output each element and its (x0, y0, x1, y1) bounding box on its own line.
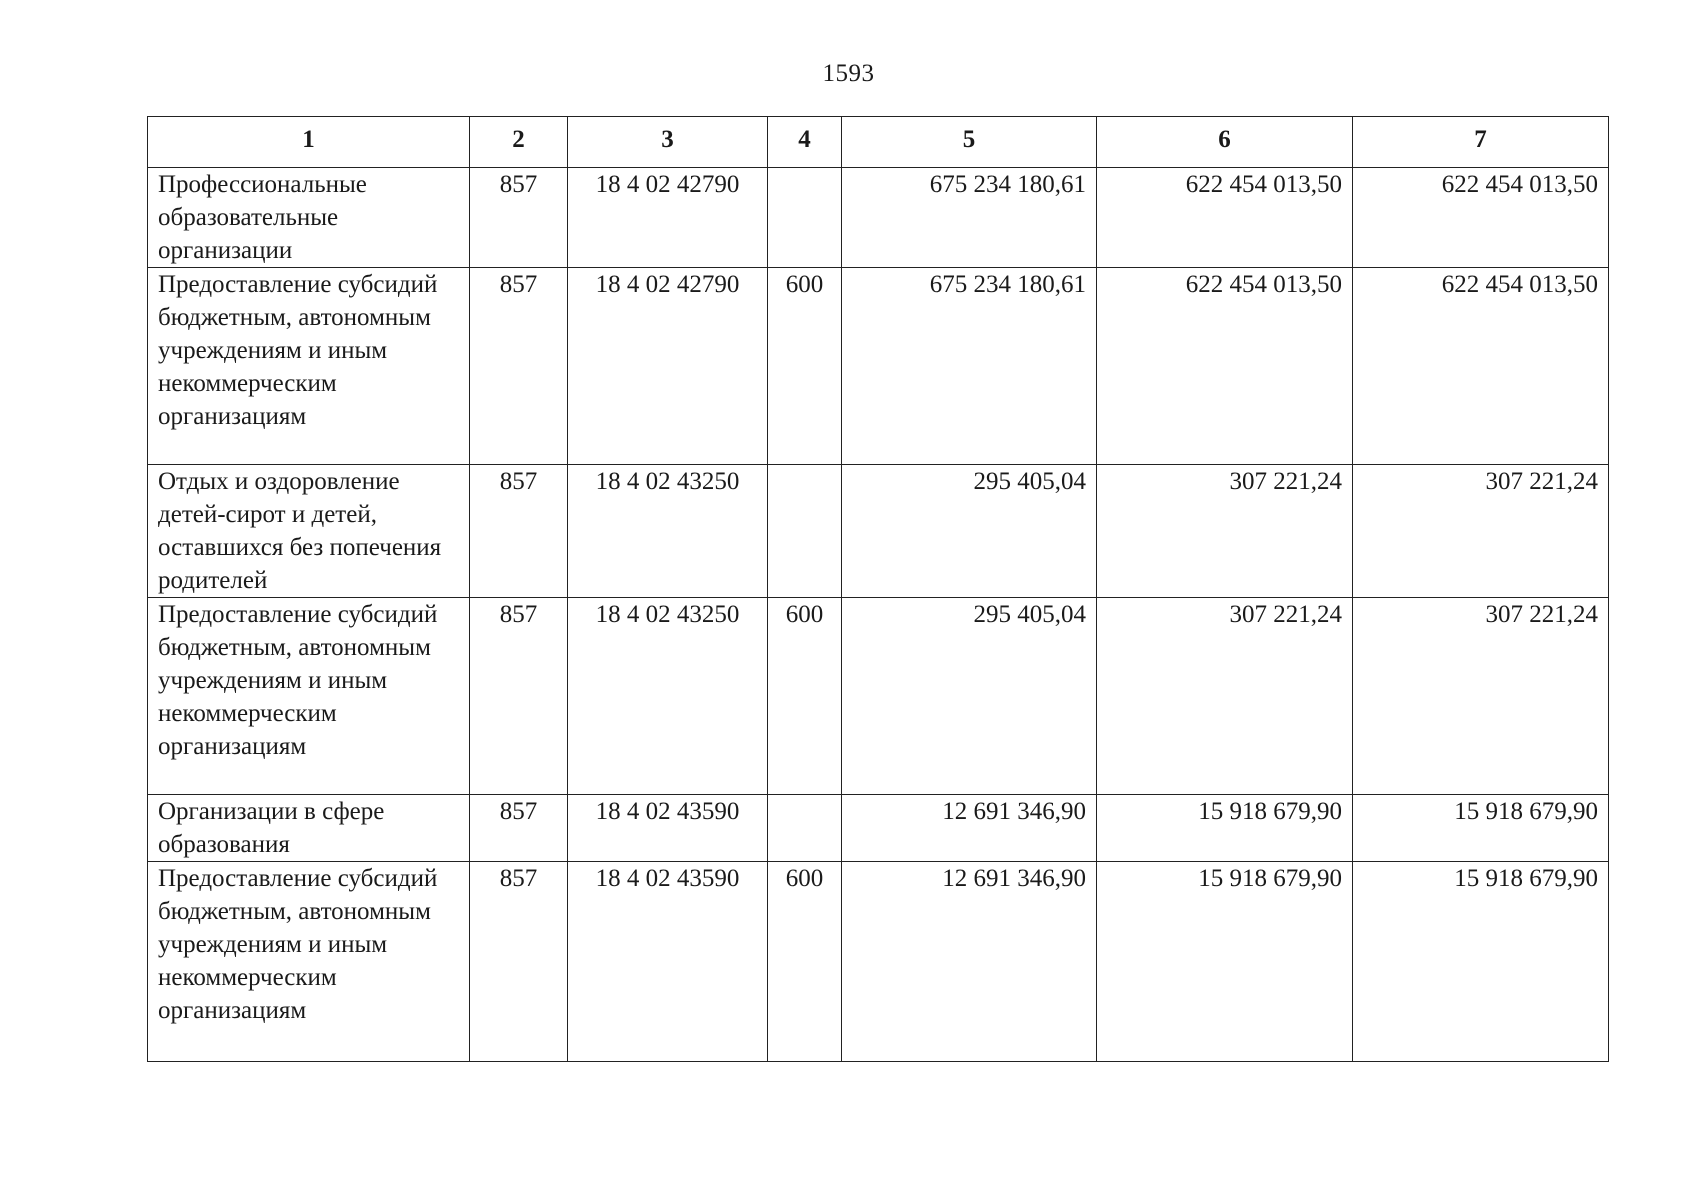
page-number: 1593 (822, 60, 875, 87)
target-article-cell: 18 4 02 43590 (568, 795, 768, 862)
expense-type-cell: 600 (768, 862, 842, 1062)
department-code-cell: 857 (470, 268, 568, 465)
amount-cell: 12 691 346,90 (842, 795, 1097, 862)
amount-cell: 15 918 679,90 (1353, 795, 1609, 862)
table-row (148, 598, 1609, 795)
item-name-cell: Предоставление субсидий бюджетным, автономным учреждениям и иным некоммерческим организациям (148, 598, 470, 795)
target-article-cell: 18 4 02 43590 (568, 862, 768, 1062)
item-name-cell: Предоставление субсидий бюджетным, автономным учреждениям и иным некоммерческим организациям (148, 268, 470, 465)
amount-cell: 622 454 013,50 (1353, 168, 1609, 268)
department-code-cell: 857 (470, 465, 568, 598)
expense-type-cell: 600 (768, 268, 842, 465)
item-name-cell: Отдых и оздоровление детей-сирот и детей, оставшихся без попечения родителей (148, 465, 470, 598)
amount-cell: 675 234 180,61 (842, 268, 1097, 465)
item-name-cell: Организации в сфере образования (148, 795, 470, 862)
budget-table (147, 116, 1609, 1062)
expense-type-cell (768, 795, 842, 862)
expense-type-cell (768, 168, 842, 268)
amount-cell: 622 454 013,50 (1097, 168, 1353, 268)
amount-cell: 622 454 013,50 (1097, 268, 1353, 465)
department-code-cell: 857 (470, 862, 568, 1062)
header-row (148, 117, 1609, 168)
target-article-cell: 18 4 02 42790 (568, 268, 768, 465)
amount-cell: 15 918 679,90 (1097, 862, 1353, 1062)
item-name-cell: Профессиональные образовательные организации (148, 168, 470, 268)
amount-cell: 12 691 346,90 (842, 862, 1097, 1062)
column-header: 6 (1097, 117, 1353, 168)
column-header: 7 (1353, 117, 1609, 168)
amount-cell: 295 405,04 (842, 465, 1097, 598)
column-header: 1 (148, 117, 470, 168)
amount-cell: 307 221,24 (1353, 465, 1609, 598)
item-name-cell: Предоставление субсидий бюджетным, автономным учреждениям и иным некоммерческим организациям (148, 862, 470, 1062)
amount-cell: 295 405,04 (842, 598, 1097, 795)
table-row (148, 465, 1609, 598)
amount-cell: 307 221,24 (1353, 598, 1609, 795)
expense-type-cell: 600 (768, 598, 842, 795)
column-header: 5 (842, 117, 1097, 168)
amount-cell: 307 221,24 (1097, 598, 1353, 795)
amount-cell: 15 918 679,90 (1353, 862, 1609, 1062)
expense-type-cell (768, 465, 842, 598)
column-header: 4 (768, 117, 842, 168)
amount-cell: 307 221,24 (1097, 465, 1353, 598)
target-article-cell: 18 4 02 43250 (568, 598, 768, 795)
amount-cell: 15 918 679,90 (1097, 795, 1353, 862)
table-row (148, 168, 1609, 268)
target-article-cell: 18 4 02 42790 (568, 168, 768, 268)
amount-cell: 622 454 013,50 (1353, 268, 1609, 465)
table-row (148, 795, 1609, 862)
table-row (148, 268, 1609, 465)
amount-cell: 675 234 180,61 (842, 168, 1097, 268)
department-code-cell: 857 (470, 168, 568, 268)
table-row (148, 862, 1609, 1062)
target-article-cell: 18 4 02 43250 (568, 465, 768, 598)
department-code-cell: 857 (470, 795, 568, 862)
department-code-cell: 857 (470, 598, 568, 795)
column-header: 2 (470, 117, 568, 168)
column-header: 3 (568, 117, 768, 168)
